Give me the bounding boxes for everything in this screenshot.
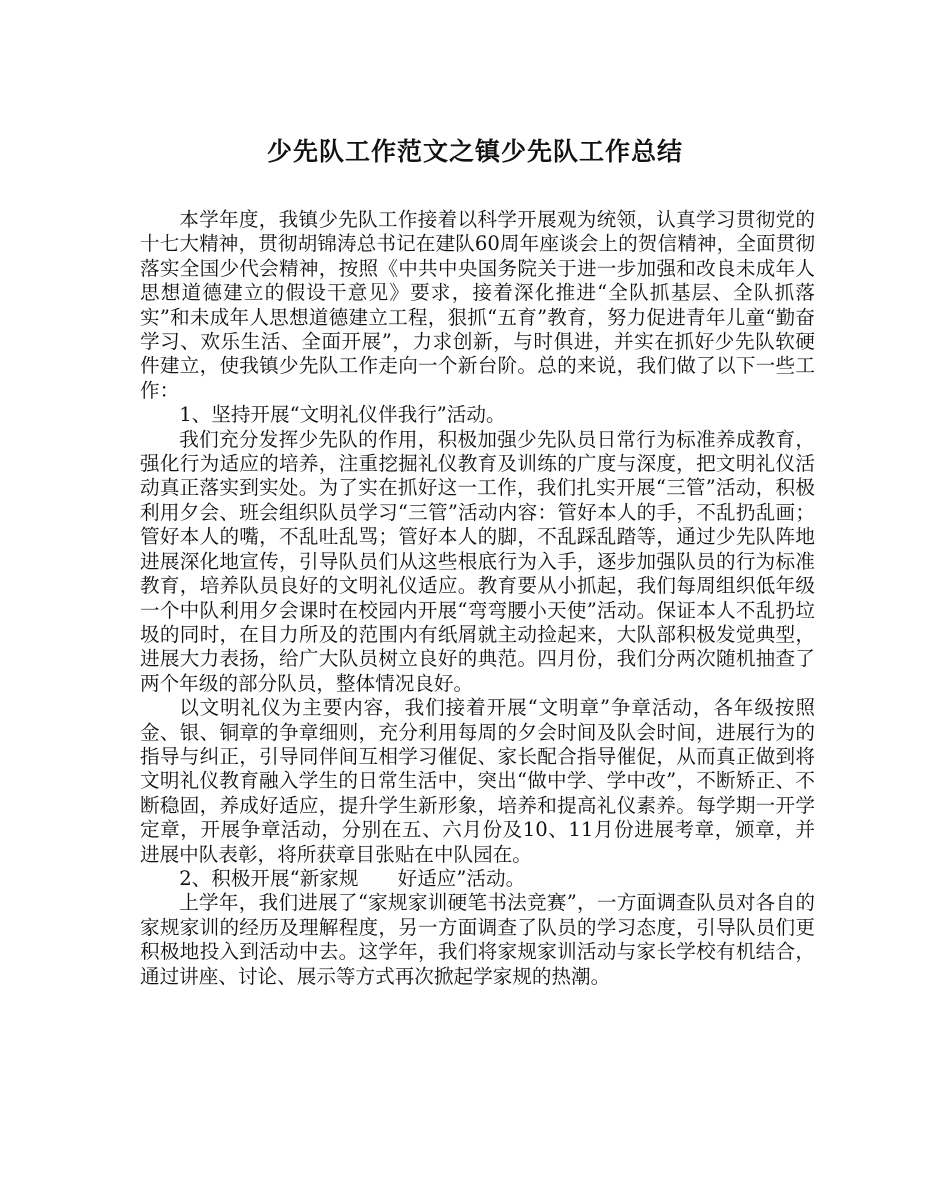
paragraph-section-2-a: 上学年，我们进展了“家规家训硬笔书法竞赛”，一方面调查队员对各自的家规家训的经历及理解程度，另一方面调查了队员的学习态度，引导队员们更积极地投入到活动中去。这学年，我们将家规家训活动与家长学校有机结合，通过讲座、讨论、展示等方式再次掀起学家规的热潮。 — [140, 891, 815, 988]
document-title: 少先队工作范文之镇少先队工作总结 — [266, 137, 683, 166]
section-heading-1: 1、坚持开展“文明礼仪伴我行”活动。 — [179, 403, 506, 427]
section-heading-2: 2、积极开展“新家规 好适应”活动。 — [179, 866, 526, 890]
document-body — [140, 208, 815, 989]
paragraph-section-1-a: 我们充分发挥少先队的作用，积极加强少先队员日常行为标准养成教育，强化行为适应的培养，注重挖掘礼仪教育及训练的广度与深度，把文明礼仪活动真正落实到实处。为了实在抓好这一工作，我们扎实开展“三管”活动，积极利用夕会、班会组织队员学习“三管”活动内容：管好本人的手，不乱扔乱画；管好本人的嘴，不乱吐乱骂；管好本人的脚，不乱踩乱踏等，通过少先队阵地进展深化地宣传，引导队员们从这些根底行为入手，逐步加强队员的行为标准教育，培养队员良好的文明礼仪适应。教育要从小抓起，我们每周组织低年级一个中队利用夕会课时在校园内开展“弯弯腰小天使”活动。保证本人不乱扔垃圾的同时，在目力所及的范围内有纸屑就主动捡起来，大队部积极发觉典型，进展大力表扬，给广大队员树立良好的典范。四月份，我们分两次随机抽查了两个年级的部分队员，整体情况良好。 — [140, 427, 815, 695]
paragraph-intro: 本学年度，我镇少先队工作接着以科学开展观为统领，认真学习贯彻党的十七大精神，贯彻胡锦涛总书记在建队60周年座谈会上的贺信精神，全面贯彻落实全国少代会精神，按照《中共中央国务院关于进一步加强和改良未成年人思想道德建立的假设干意见》要求，接着深化推进“全队抓基层、全队抓落实”和未成年人思想道德建立工程，狠抓“五育”教育，努力促进青年儿童“勤奋学习、欢乐生活、全面开展”，力求创新，与时俱进，并实在抓好少先队软硬件建立，使我镇少先队工作走向一个新台阶。总的来说，我们做了以下一些工作： — [140, 208, 815, 402]
paragraph-section-1-b: 以文明礼仪为主要内容，我们接着开展“文明章”争章活动，各年级按照金、银、铜章的争章细则，充分利用每周的夕会时间及队会时间，进展行为的指导与纠正，引导同伴间互相学习催促、家长配合指导催促，从而真正做到将文明礼仪教育融入学生的日常生活中，突出“做中学、学中改”，不断矫正、不断稳固，养成好适应，提升学生新形象，培养和提高礼仪素养。每学期一开学定章，开展争章活动，分别在五、六月份及10、11月份进展考章，颁章，并进展中队表彰，将所获章目张贴在中队园在。 — [140, 696, 815, 866]
